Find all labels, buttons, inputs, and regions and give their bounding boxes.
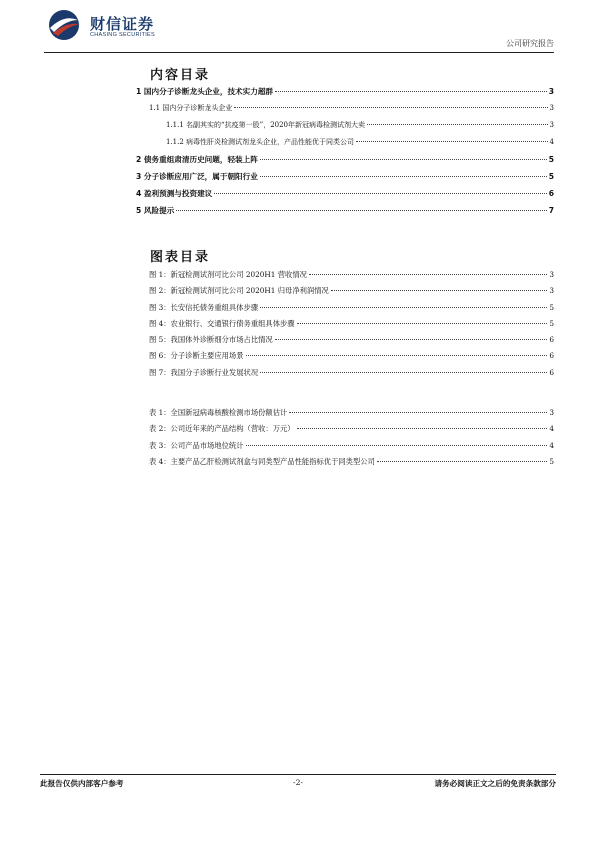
table-entry-label: 表 2：公司近年来的产品结构（营收：万元） — [149, 424, 295, 434]
dot-leader — [260, 372, 547, 373]
figure-list — [149, 270, 554, 384]
toc-entry[interactable] — [136, 188, 554, 205]
figure-entry-label: 图 5：我国体外诊断细分市场占比情况 — [149, 335, 273, 345]
table-list — [149, 408, 554, 473]
table-entry-label: 表 1：全国新冠病毒核酸检测市场份额估计 — [149, 408, 288, 417]
figure-entry-label: 图 2：新冠检测试剂可比公司 2020H1 归母净利润情况 — [149, 286, 329, 296]
figure-entry-label: 图 6：分子诊断主要应用场景 — [149, 351, 244, 361]
toc-entry-label: 1 国内分子诊断龙头企业，技术实力超群 — [136, 87, 274, 96]
page-number: -2- — [293, 778, 303, 787]
figure-entry-page: 6 — [549, 335, 554, 345]
footer-disclaimer-right: 请务必阅读正文之后的免责条款部分 — [434, 779, 556, 788]
footer-disclaimer-left: 此报告仅供内部客户参考 — [40, 779, 124, 788]
figure-entry-page: 3 — [549, 286, 554, 296]
toc-entry[interactable] — [136, 120, 554, 137]
table-entry-page: 4 — [549, 440, 554, 450]
figure-entry[interactable] — [149, 351, 554, 367]
logo-name-cn: 财信证券 — [90, 15, 155, 33]
table-of-contents — [136, 86, 554, 222]
figure-entry-page: 6 — [549, 367, 554, 377]
toc-entry[interactable] — [136, 103, 554, 120]
table-entry-label: 表 4：主要产品乙肝检测试剂盒与同类型产品性能指标优于同类型公司 — [149, 456, 375, 466]
dot-leader — [356, 141, 547, 142]
dot-leader — [275, 91, 547, 92]
dot-leader — [367, 124, 548, 125]
dot-leader — [275, 339, 548, 340]
dot-leader — [214, 193, 546, 194]
dot-leader — [260, 159, 547, 160]
dot-leader — [297, 323, 548, 324]
table-entry[interactable] — [149, 424, 554, 440]
table-entry-page: 3 — [549, 408, 554, 417]
dot-leader — [297, 428, 548, 429]
dot-leader — [331, 290, 548, 291]
dot-leader — [289, 412, 547, 413]
figure-entry[interactable] — [149, 319, 554, 335]
toc-entry-label: 4 盈利预测与投资建议 — [136, 189, 213, 198]
toc-title: 内容目录 — [150, 68, 211, 83]
table-entry-page: 5 — [549, 456, 554, 466]
toc-entry[interactable] — [136, 171, 554, 188]
figure-entry[interactable] — [149, 303, 554, 319]
table-entry[interactable] — [149, 408, 554, 424]
figure-entry[interactable] — [149, 270, 554, 286]
toc-entry-label: 5 风险提示 — [136, 206, 175, 215]
footer-divider — [40, 774, 556, 775]
toc-entry-page: 3 — [549, 121, 554, 129]
toc-entry-page: 4 — [549, 138, 554, 146]
figure-entry-label: 图 1：新冠检测试剂可比公司 2020H1 营收情况 — [149, 270, 307, 279]
dot-leader — [260, 307, 547, 308]
toc-entry-label: 1.1.2 病毒性肝炎检测试剂龙头企业，产品性能优于同类公司 — [166, 138, 355, 146]
toc-entry-label: 3 分子诊断应用广泛，属于朝阳行业 — [136, 172, 258, 181]
figure-entry-label: 图 4：农业银行、交通银行债务重组具体步骤 — [149, 318, 295, 328]
toc-entry[interactable] — [136, 137, 554, 154]
figure-entry-page: 5 — [549, 318, 554, 328]
figure-entry-page: 5 — [549, 302, 554, 312]
figure-entry[interactable] — [149, 368, 554, 384]
toc-entry-page: 7 — [548, 206, 554, 215]
report-type-label: 公司研究报告 — [506, 39, 554, 48]
figure-entry-page: 3 — [549, 270, 554, 279]
figure-entry[interactable] — [149, 335, 554, 351]
header-divider — [44, 52, 554, 53]
dot-leader — [260, 176, 547, 177]
toc-entry-page: 5 — [548, 172, 554, 181]
figure-entry-label: 图 3：长安信托债务重组具体步骤 — [149, 302, 259, 312]
toc-entry[interactable] — [136, 205, 554, 222]
table-entry[interactable] — [149, 441, 554, 457]
dot-leader — [234, 107, 547, 108]
toc-entry-page: 3 — [548, 87, 554, 96]
toc-entry-page: 5 — [548, 155, 554, 164]
logo-name-en: CHASING SECURITIES — [90, 32, 155, 38]
toc-entry-label: 1.1.1 名副其实的“抗疫第一股”，2020年新冠病毒检测试剂大卖 — [166, 121, 366, 129]
logo-emblem-icon — [44, 8, 84, 42]
figures-title: 图表目录 — [150, 250, 211, 265]
toc-entry[interactable] — [136, 86, 554, 103]
dot-leader — [246, 355, 548, 356]
dot-leader — [377, 461, 547, 462]
toc-entry-page: 3 — [549, 104, 554, 112]
toc-entry-label: 1.1 国内分子诊断龙头企业 — [149, 104, 233, 112]
dot-leader — [309, 274, 547, 275]
toc-entry-page: 6 — [548, 189, 554, 198]
table-entry-label: 表 3：公司产品市场地位统计 — [149, 440, 244, 450]
table-entry[interactable] — [149, 457, 554, 473]
figure-entry-label: 图 7：我国分子诊断行业发展状况 — [149, 367, 259, 377]
figure-entry-page: 6 — [549, 351, 554, 361]
company-logo — [44, 8, 164, 42]
toc-entry[interactable] — [136, 154, 554, 171]
figure-entry[interactable] — [149, 286, 554, 302]
table-entry-page: 4 — [549, 424, 554, 434]
dot-leader — [176, 210, 546, 211]
dot-leader — [246, 445, 548, 446]
toc-entry-label: 2 债务重组肃清历史问题，轻装上阵 — [136, 155, 258, 164]
